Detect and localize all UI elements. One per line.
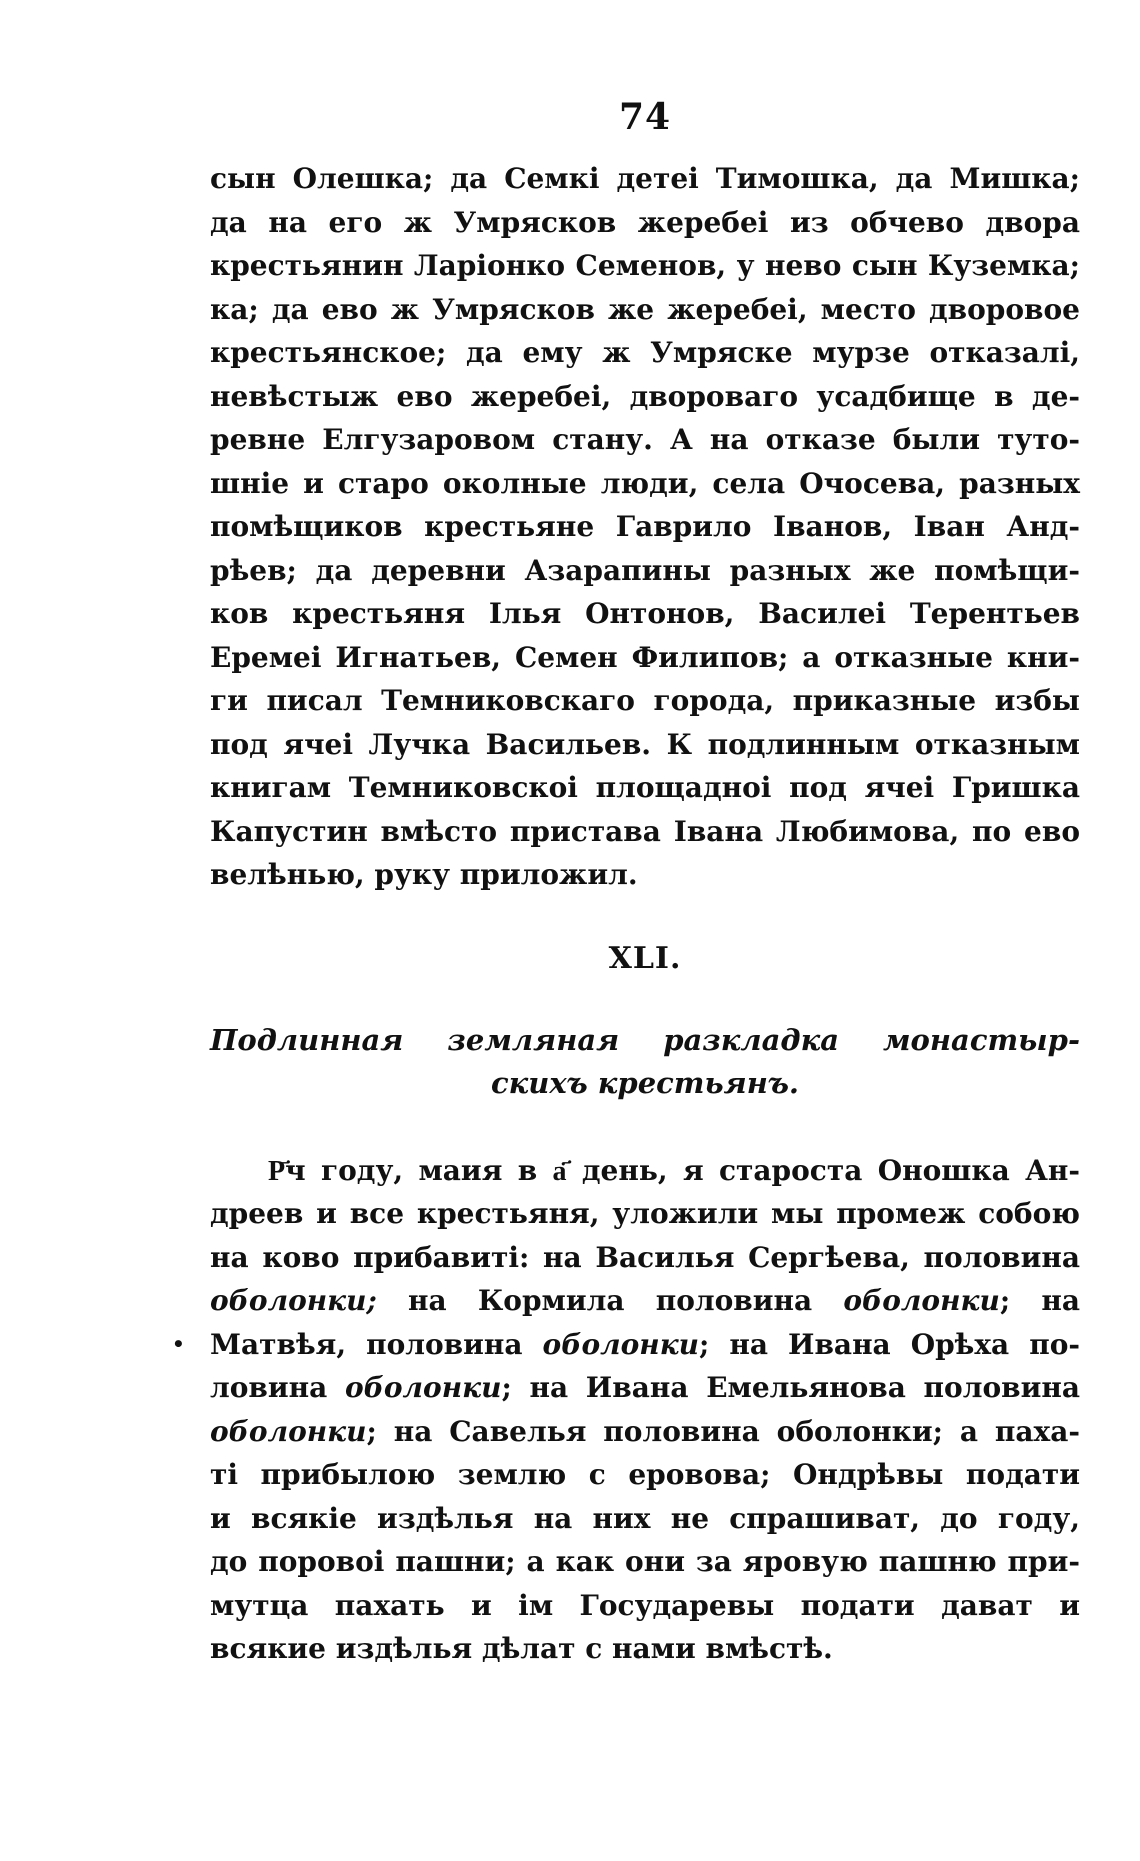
text-line: крестьянин Ларіонко Семенов, у нево сын Куземка; bbox=[210, 249, 1080, 282]
text-line: ка; да ево ж Умрясков же жеребеі, место дворовое bbox=[210, 292, 1080, 326]
text-run: ловина bbox=[210, 1371, 345, 1404]
text-run: Матвѣя, половина bbox=[210, 1327, 543, 1361]
text-line: шніе и старо околные люди, села Очосева, разных bbox=[210, 466, 1080, 500]
text-line: велѣнью, руку приложил. bbox=[210, 858, 638, 891]
text-run: на Кормила половина bbox=[376, 1284, 844, 1317]
text-run: ; на bbox=[999, 1284, 1080, 1317]
text-line: и всякіе издѣлья на них не спрашиват, до году, bbox=[210, 1501, 1080, 1535]
text-line: помѣщиков крестьяне Гаврило Іванов, Іван Анд- bbox=[210, 510, 1080, 543]
text-line: под ячеі Лучка Васильев. К подлинным отказным bbox=[210, 727, 1080, 761]
italic-word: оболонки bbox=[843, 1284, 1000, 1317]
text-line: Р҃ч году, маия в а҃ день, я староста Оношка Ан- bbox=[268, 1153, 1080, 1187]
section-title bbox=[210, 1019, 1080, 1105]
text-line: мутца пахать и ім Государевы подати дават и bbox=[210, 1588, 1080, 1622]
text-line: ревне Елгузаровом стану. А на отказе были туто- bbox=[210, 423, 1080, 456]
text-line: Капустин вмѣсто пристава Івана Любимова, по ево bbox=[210, 814, 1080, 848]
italic-word: оболонки bbox=[210, 1414, 367, 1448]
text-line: ті прибылою землю с еровова; Ондрѣвы подати bbox=[210, 1458, 1080, 1491]
text-line: книгам Темниковскоі площадноі под ячеі Гришка bbox=[210, 771, 1080, 804]
text-line: ков крестьяня Ілья Онтонов, Василеі Терентьев bbox=[210, 597, 1080, 630]
text-line: дреев и все крестьяня, уложили мы промеж собою bbox=[210, 1197, 1080, 1230]
text-line: ги писал Темниковскаго города, приказные избы bbox=[210, 684, 1080, 717]
text-line: на ково прибавиті: на Василья Сергѣева, половина bbox=[210, 1240, 1080, 1274]
text-line: сын Олешка; да Семкі детеі Тимошка, да Мишка; bbox=[210, 162, 1080, 195]
text-line: невѣстыж ево жеребеі, двороваго усадбище в де- bbox=[210, 379, 1080, 413]
italic-word: оболонки; bbox=[210, 1284, 377, 1317]
text-line: да на его ж Умрясков жеребеі из обчево двора bbox=[210, 205, 1080, 239]
section-title-line: скихъ крестьянъ. bbox=[490, 1065, 800, 1100]
text-line: Еремеі Игнатьев, Семен Филипов; а отказные кни- bbox=[210, 640, 1080, 674]
paragraph-document bbox=[172, 1149, 1081, 1671]
text-line: крестьянское; да ему ж Умряске мурзе отказалі, bbox=[210, 336, 1080, 369]
document-page bbox=[172, 95, 1081, 1671]
text-line: до поровоі пашни; а как они за яровую пашню при- bbox=[210, 1545, 1080, 1578]
text-run: ; на Ивана Орѣха по- bbox=[699, 1327, 1081, 1361]
text-run: ; на Ивана Емельянова половина bbox=[501, 1371, 1081, 1404]
text-line bbox=[210, 1410, 1080, 1454]
text-line bbox=[210, 1279, 1080, 1323]
section-title-line: Подлинная земляная разкладка монастыр- bbox=[210, 1022, 1080, 1057]
italic-word: оболонки bbox=[344, 1371, 502, 1404]
paragraph-continuation bbox=[210, 157, 1080, 897]
text-line bbox=[172, 1323, 1081, 1367]
text-run: ; на Савелья половина оболонки; а паха- bbox=[366, 1414, 1080, 1448]
text-line: рѣев; да деревни Азарапины разных же помѣщи- bbox=[210, 553, 1080, 587]
page-number: 74 bbox=[618, 96, 672, 138]
italic-word: оболонки bbox=[542, 1327, 700, 1361]
section-number: XLI. bbox=[608, 940, 682, 976]
text-line bbox=[210, 1366, 1080, 1410]
bullet-mark: • bbox=[172, 1331, 185, 1356]
text-line: всякие издѣлья дѣлат с нами вмѣстѣ. bbox=[210, 1632, 833, 1665]
